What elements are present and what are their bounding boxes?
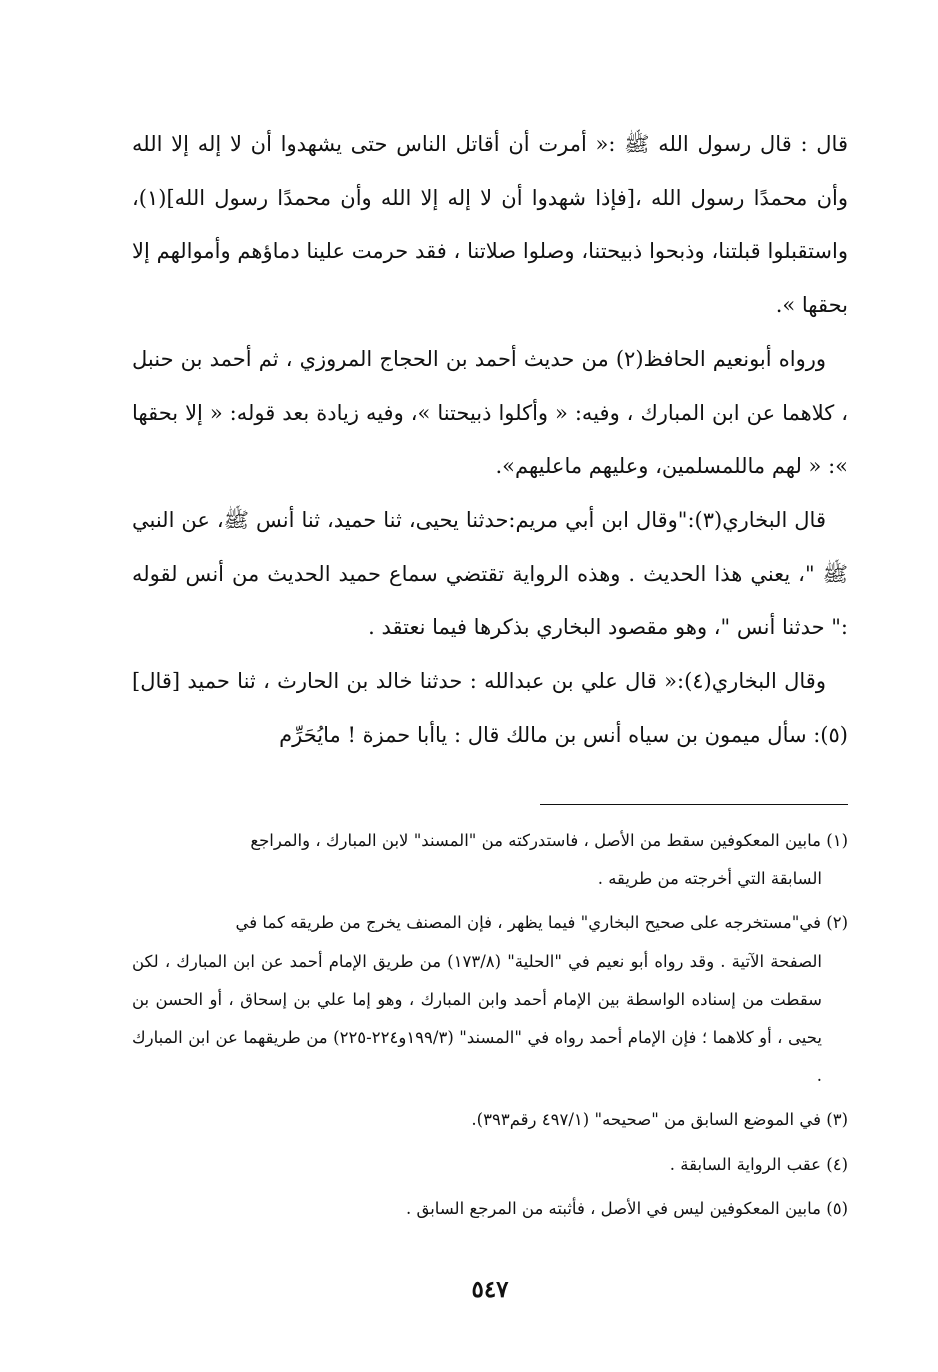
main-text (132, 118, 848, 762)
book-page (132, 118, 848, 1338)
footnote-continuation: السابقة التي أخرجته من طريقه . (597, 869, 822, 889)
footnote-4 (132, 1146, 848, 1184)
footnote-number: (٢) (826, 913, 848, 933)
footnote-text: مابين المعكوفين سقط من الأصل ، فاستدركته من "المسند" لابن المبارك ، والمراجع (250, 831, 821, 850)
footnote-1 (132, 822, 848, 898)
paragraph-abu-nuaim: ورواه أبونعيم الحافظ(٢) من حديث أحمد بن الحجاج المروزي ، ثم أحمد بن حنبل ، كلاهما عن ابن المبارك ، وفيه: « وأكلوا ذبيحتنا »، وفيه زيادة بعد قوله: « إلا بحقها »: « لهم ماللمسلمين، وعليهم ماعليهم». (132, 346, 848, 479)
footnotes (132, 822, 848, 1234)
footnote-text: عقب الرواية السابقة . (669, 1154, 821, 1174)
footnote-number: (٤) (826, 1154, 848, 1174)
paragraph-bukhari-1: قال البخاري(٣):"وقال ابن أبي مريم:حدثنا يحيى، ثنا حميد، ثنا أنس ﷺ، عن النبي ﷺ "، يعني هذا الحديث . وهذه الرواية تقتضي سماع حميد الحديث من أنس لقوله :" حدثنا أنس "، وهو مقصود البخاري بذكرها فيما نعتقد . (132, 507, 848, 640)
footnote-number: (١) (826, 831, 848, 850)
paragraph-hadith-text: قال : قال رسول الله ﷺ :« أمرت أن أقاتل الناس حتى يشهدوا أن لا إله إلا الله وأن محمدًا رسول الله ،[فإذا شهدوا أن لا إله إلا الله وأن محمدًا رسول الله](١)، واستقبلوا قبلتنا، وذبحوا ذبيحتنا، وصلوا صلاتنا ، فقد حرمت علينا دماؤهم وأموالهم إلا بحقها ». (132, 132, 848, 318)
footnote-number: (٣) (826, 1110, 848, 1130)
footnote-continuation: الصفحة الآتية . وقد رواه أبو نعيم في "الحلية" (١٧٣/٨) من طريق الإمام أحمد عن ابن المبارك ، لكن سقطت من إسناده الواسطة بين الإمام أحمد وابن المبارك ، وهو إما علي بن إسحاق ، أو الحسن بن يحيى ، أو كلاهما ؛ فإن الإمام أحمد رواه في "المسند" (١٩٩/٣و٢٢٤-٢٢٥) من طريقهما عن ابن المبارك . (132, 951, 822, 1086)
footnote-text: مابين المعكوفين ليس في الأصل ، فأثبته من المرجع السابق . (405, 1198, 821, 1218)
page-number: ٥٤٧ (471, 1276, 509, 1303)
footnote-2 (132, 904, 848, 1095)
footnote-number: (٥) (826, 1198, 848, 1218)
footnote-3 (132, 1101, 848, 1139)
footnote-5 (132, 1190, 848, 1228)
footnote-text: في الموضع السابق من "صحيحه" (٤٩٧/١ رقم٣٩٣). (471, 1110, 821, 1130)
footnote-text: في"مستخرجه على صحيح البخاري" فيما يظهر ، فإن المصنف يخرج من طريقه كما في (235, 913, 821, 933)
footnote-divider (540, 804, 848, 805)
paragraph-bukhari-2: وقال البخاري(٤):« قال علي بن عبدالله : حدثنا خالد بن الحارث ، ثنا حميد [قال](٥): سأل ميمون بن سياه أنس بن مالك قال : ياأبا حمزة ! مايُحَرِّم (132, 669, 848, 747)
